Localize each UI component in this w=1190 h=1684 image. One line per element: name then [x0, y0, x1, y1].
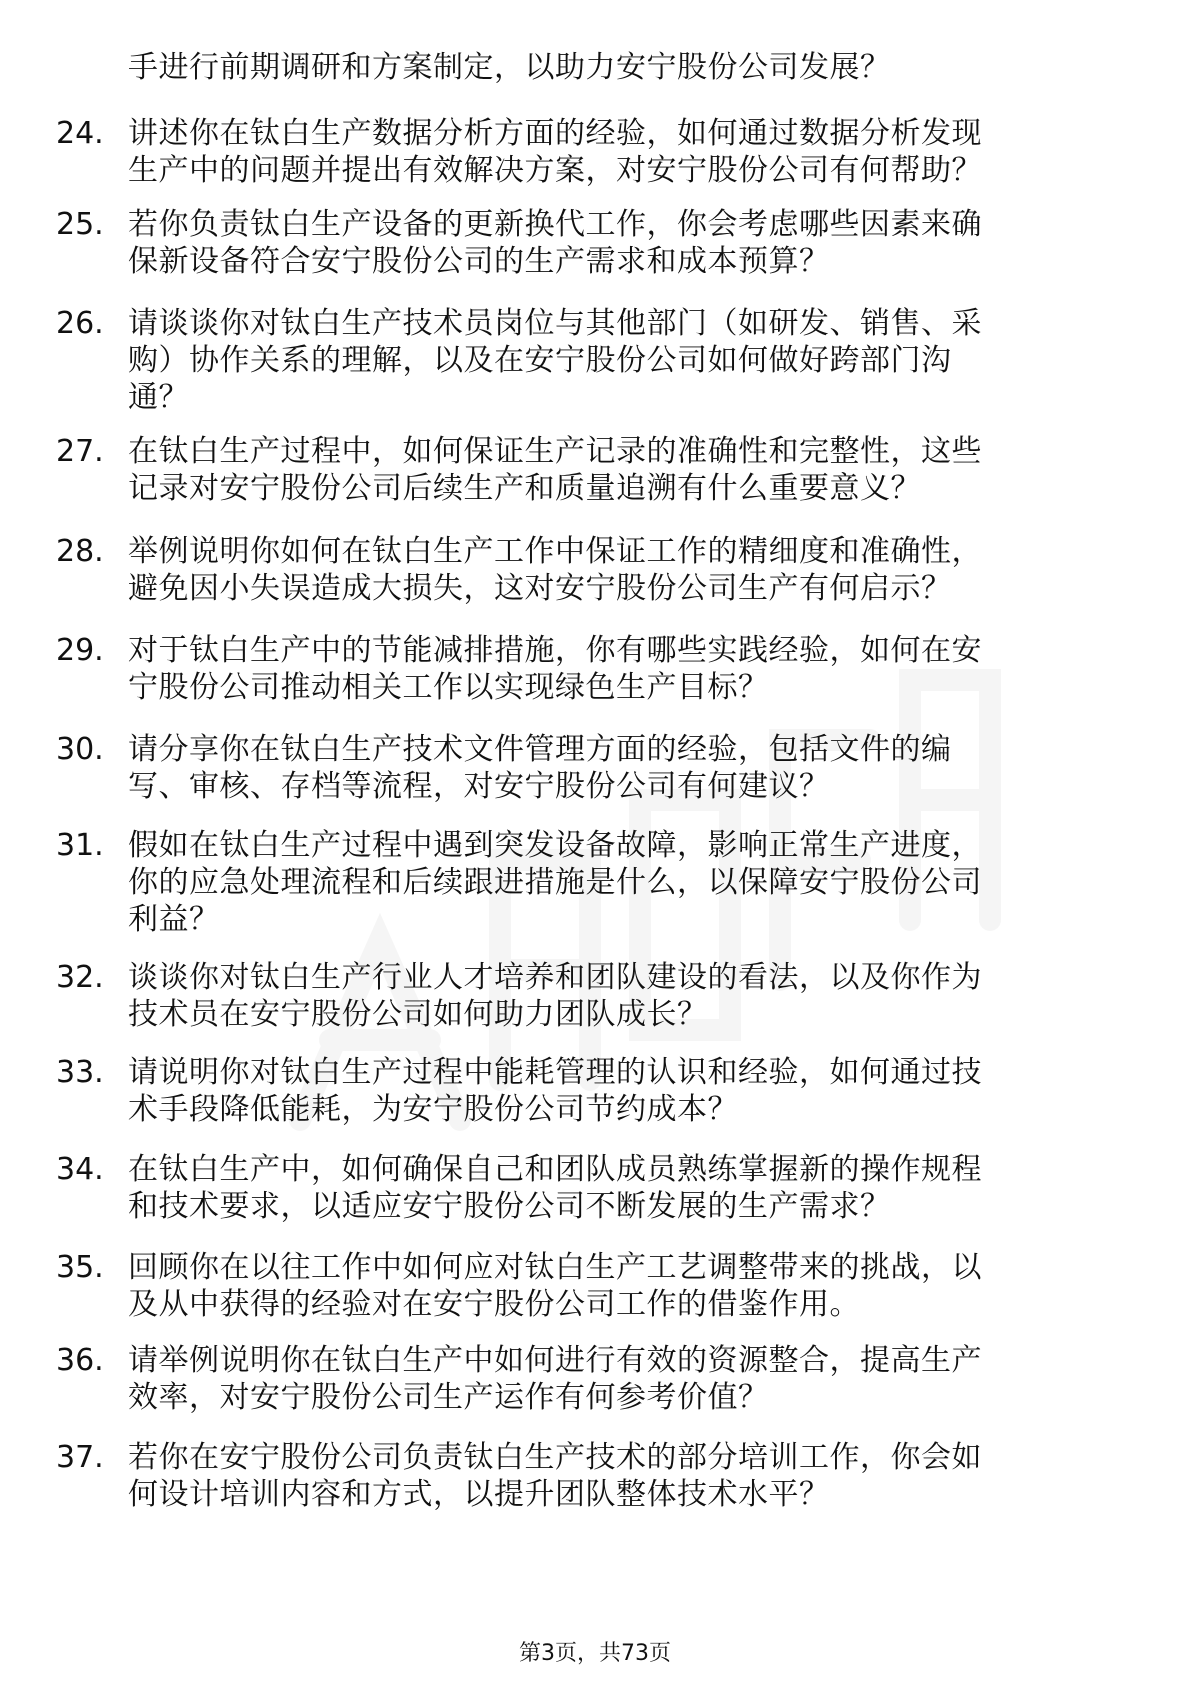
- question-number: 25.: [56, 207, 104, 242]
- question-text-line: 购）协作关系的理解，以及在安宁股份公司如何做好跨部门沟: [128, 343, 952, 378]
- question-text-line: 讲述你在钛白生产数据分析方面的经验，如何通过数据分析发现: [128, 116, 982, 151]
- question-text-line: 利益？: [128, 902, 220, 937]
- question-text-line: 请分享你在钛白生产技术文件管理方面的经验，包括文件的编: [128, 732, 952, 767]
- question-text-line: 写、审核、存档等流程，对安宁股份公司有何建议？: [128, 769, 830, 804]
- question-text-line: 请举例说明你在钛白生产中如何进行有效的资源整合，提高生产: [128, 1343, 982, 1378]
- question-text-line: 在钛白生产中，如何确保自己和团队成员熟练掌握新的操作规程: [128, 1152, 982, 1187]
- question-text-line: 效率，对安宁股份公司生产运作有何参考价值？: [128, 1380, 769, 1415]
- question-number: 26.: [56, 306, 104, 341]
- question-text-line: 假如在钛白生产过程中遇到突发设备故障，影响正常生产进度，: [128, 828, 982, 863]
- page-number-footer: 第3页，共73页: [519, 1641, 671, 1666]
- question-number: 27.: [56, 434, 104, 469]
- question-text-line: 请谈谈你对钛白生产技术员岗位与其他部门（如研发、销售、采: [128, 306, 982, 341]
- question-text-line: 保新设备符合安宁股份公司的生产需求和成本预算？: [128, 244, 830, 279]
- question-text-line: 若你负责钛白生产设备的更新换代工作，你会考虑哪些因素来确: [128, 207, 982, 242]
- question-number: 37.: [56, 1440, 104, 1475]
- question-text-line: 和技术要求，以适应安宁股份公司不断发展的生产需求？: [128, 1189, 891, 1224]
- question-text-line: 及从中获得的经验对在安宁股份公司工作的借鉴作用。: [128, 1287, 860, 1322]
- question-number: 35.: [56, 1250, 104, 1285]
- question-text-line: 术手段降低能耗，为安宁股份公司节约成本？: [128, 1092, 738, 1127]
- question-text-line: 你的应急处理流程和后续跟进措施是什么，以保障安宁股份公司: [128, 865, 982, 900]
- question-text-line: 技术员在安宁股份公司如何助力团队成长？: [128, 997, 708, 1032]
- question-text-line: 请说明你对钛白生产过程中能耗管理的认识和经验，如何通过技: [128, 1055, 982, 1090]
- question-text-line: 谈谈你对钛白生产行业人才培养和团队建设的看法，以及你作为: [128, 960, 982, 995]
- question-text-line: 对于钛白生产中的节能减排措施，你有哪些实践经验，如何在安: [128, 633, 982, 668]
- question-text-line: 举例说明你如何在钛白生产工作中保证工作的精细度和准确性，: [128, 534, 982, 569]
- question-number: 31.: [56, 828, 104, 863]
- question-text-line: 在钛白生产过程中，如何保证生产记录的准确性和完整性，这些: [128, 434, 982, 469]
- question-number: 32.: [56, 960, 104, 995]
- question-text-line: 生产中的问题并提出有效解决方案，对安宁股份公司有何帮助？: [128, 153, 982, 188]
- question-text-line: 回顾你在以往工作中如何应对钛白生产工艺调整带来的挑战，以: [128, 1250, 982, 1285]
- question-number: 33.: [56, 1055, 104, 1090]
- question-number: 24.: [56, 116, 104, 151]
- question-text-line: 记录对安宁股份公司后续生产和质量追溯有什么重要意义？: [128, 471, 921, 506]
- question-text-line: 何设计培训内容和方式，以提升团队整体技术水平？: [128, 1477, 830, 1512]
- question-number: 30.: [56, 732, 104, 767]
- intro-line: 手进行前期调研和方案制定，以助力安宁股份公司发展？: [128, 50, 891, 85]
- question-number: 34.: [56, 1152, 104, 1187]
- question-number: 36.: [56, 1343, 104, 1378]
- question-text-line: 通？: [128, 380, 189, 415]
- question-text-line: 宁股份公司推动相关工作以实现绿色生产目标？: [128, 670, 769, 705]
- question-text-line: 若你在安宁股份公司负责钛白生产技术的部分培训工作，你会如: [128, 1440, 982, 1475]
- question-number: 29.: [56, 633, 104, 668]
- question-text-line: 避免因小失误造成大损失，这对安宁股份公司生产有何启示？: [128, 571, 952, 606]
- question-number: 28.: [56, 534, 104, 569]
